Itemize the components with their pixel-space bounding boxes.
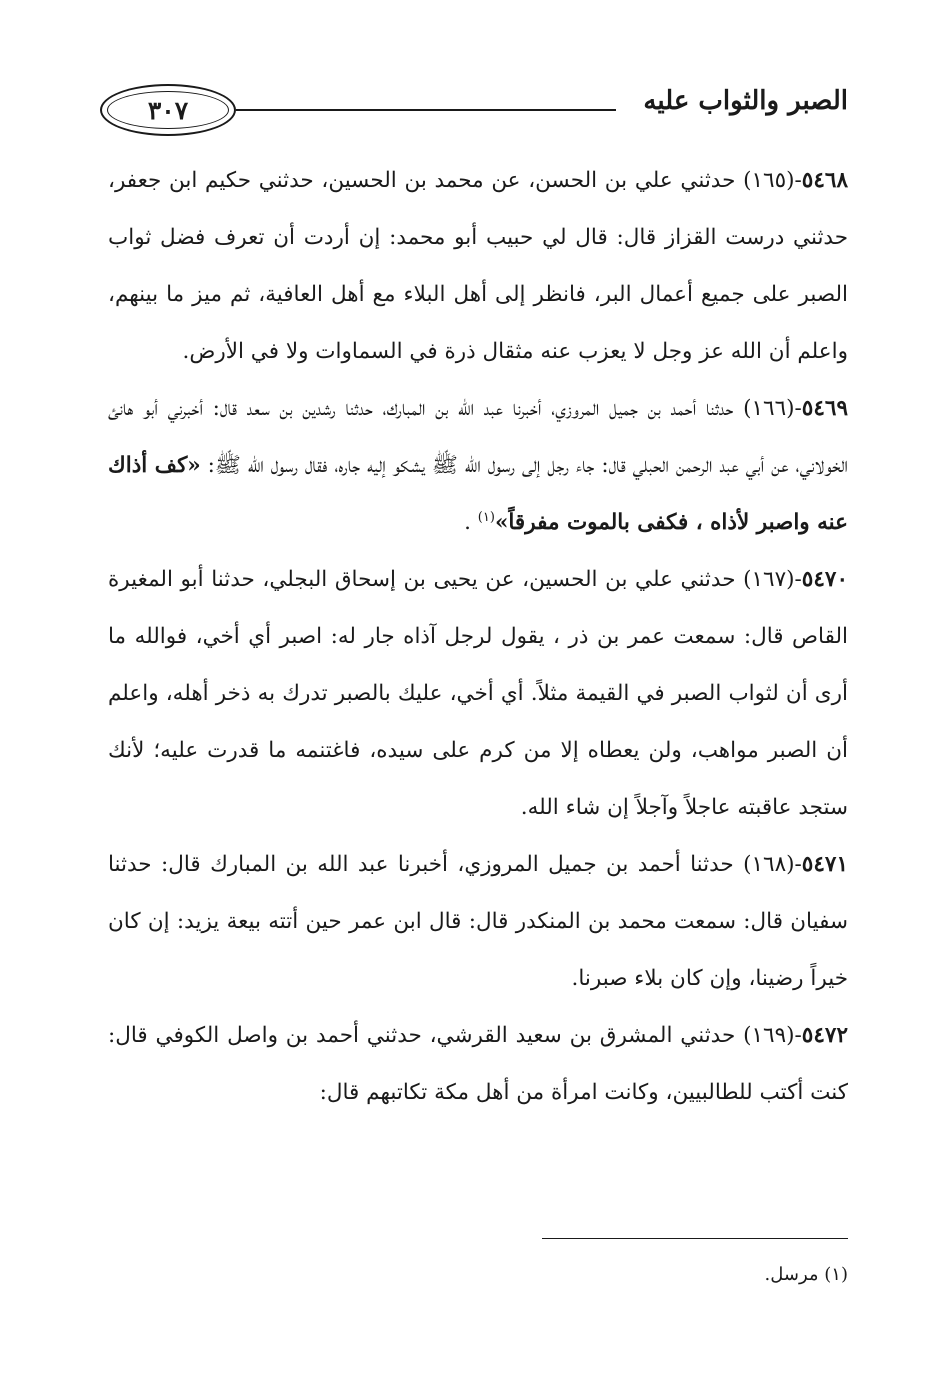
header-rule: [236, 109, 616, 111]
main-text: [108, 152, 848, 1121]
footnote: (١) مرسل.: [764, 1264, 848, 1285]
paragraph-5468: [108, 152, 848, 380]
hadith-number: ٥٤٧٠: [801, 567, 848, 592]
paragraph-text: حدثني علي بن الحسين، عن يحيى بن إسحاق البجلي، حدثنا أبو المغيرة القاص قال: سمعت عمر بن ذر ، يقول لرجل آذاه جار له: اصبر أي أخي، فوالله ما أرى أن لثواب الصبر في القيمة مثلاً. أي أخي، عليك بالصبر تدرك به ذخر أهله، واعلم أن الصبر مواهب، ولن يعطاه إلا من كرم على سيده، فاغتنمه ما قدرت عليه؛ لأنك ستجد عاقبته عاجلاً وآجلاً إن شاء الله.: [108, 567, 848, 820]
paragraph-5470: [108, 551, 848, 836]
hadith-ref: -(١٦٨): [743, 852, 802, 877]
paragraph-text: حدثنا أحمد بن جميل المروزي، أخبرنا عبد الله بن المبارك، حدثنا رشدين بن سعد قال: أخبرني أبو هانئ الخولاني، عن أبي عبد الرحمن الحبلي قال: جاء رجل إلى رسول الله ﷺ يشكو إليه جاره، فقال رسول الله ﷺ:: [108, 396, 849, 478]
hadith-ref: -(١٦٦): [743, 396, 802, 421]
hadith-ref: -(١٦٥): [743, 168, 802, 193]
hadith-number: ٥٤٧٢: [801, 1023, 848, 1048]
paragraph-text: حدثنا أحمد بن جميل المروزي، أخبرنا عبد الله بن المبارك قال: حدثنا سفيان قال: سمعت محمد بن المنكدر قال: قال ابن عمر حين أتته بيعة يزيد: إن كان خيراً رضينا، وإن كان بلاء صبرنا.: [108, 852, 848, 991]
paragraph-text: حدثني علي بن الحسن، عن محمد بن الحسين، حدثني حكيم ابن جعفر، حدثني درست القزاز قال: قال لي حبيب أبو محمد: إن أردت أن تعرف فضل ثواب الصبر على جميع أعمال البر، فانظر إلى أهل البلاء مع أهل العافية، ثم ميز ما بينهم، واعلم أن الله عز وجل لا يعزب عنه مثقال ذرة في السماوات ولا في الأرض.: [108, 168, 848, 364]
hadith-number: ٥٤٦٩: [801, 396, 848, 421]
hadith-number: ٥٤٦٨: [801, 168, 848, 193]
prophetic-quote: «كف أذاك عنه واصبر لأذاه ، فكفى بالموت مفرقاً»: [108, 453, 848, 535]
paragraph-text: حدثني المشرق بن سعيد القرشي، حدثني أحمد بن واصل الكوفي قال: كنت أكتب للطالبيين، وكانت امرأة من أهل مكة تكاتبهم قال:: [108, 1023, 848, 1105]
paragraph-5472: [108, 1007, 848, 1121]
hadith-number: ٥٤٧١: [801, 852, 848, 877]
hadith-ref: -(١٦٩): [743, 1023, 802, 1048]
page-header: [100, 82, 848, 140]
paragraph-tail: .: [464, 510, 478, 535]
footnote-reference: (١): [477, 509, 495, 525]
paragraph-5471: [108, 836, 848, 1007]
paragraph-5469: [108, 380, 848, 551]
running-title: الصبر والثواب عليه: [643, 86, 848, 116]
footnote-rule: [542, 1238, 848, 1239]
hadith-ref: -(١٦٧): [743, 567, 802, 592]
page-number: ٣٠٧: [147, 95, 189, 125]
page-number-oval: [100, 84, 236, 136]
